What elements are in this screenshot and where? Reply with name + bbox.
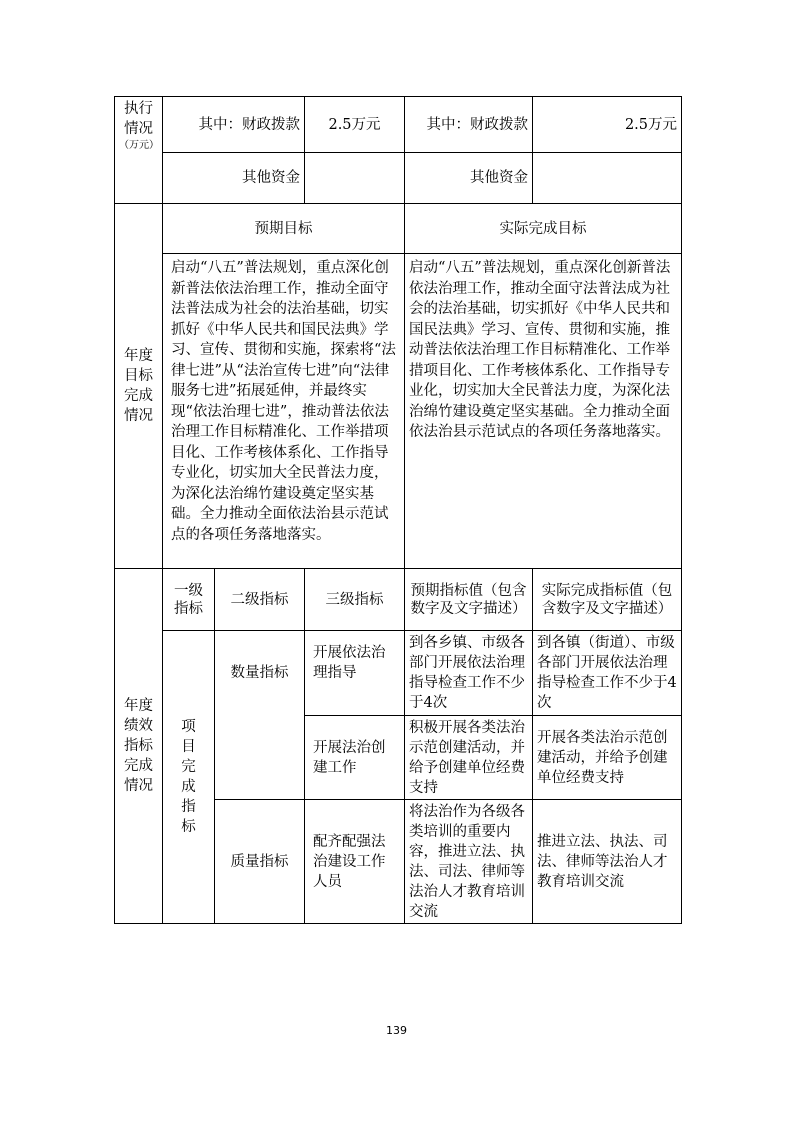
row-3-level3: 配齐配强法治建设工作人员 (305, 800, 405, 924)
level2-header: 二级指标 (215, 569, 305, 631)
row-1-expected: 到各乡镇、市级各部门开展依法治理指导检查工作不少于4次 (405, 631, 533, 716)
row-1-level3: 开展依法治理指导 (305, 631, 405, 716)
actual-goal-header: 实际完成目标 (405, 204, 682, 254)
actual-goal-text: 启动“八五”普法规划，重点深化创新普法依法治理工作，推动全面守法普法成为社会的法治基础，切实抓好《中华人民共和国民法典》学习、宣传、贯彻和实施，推动普法依法治理工作目标精准化、工作举措项目化、工作考核体系化、工作指导专业化，切实加大全民普法力度，为深化法治绵竹建设奠定坚实基础。全力推动全面依法治县示范试点的各项任务落地落实。 (405, 254, 682, 569)
row-2-level3: 开展法治创建工作 (305, 716, 405, 800)
page-number: 139 (386, 1024, 407, 1037)
actual-value-header: 实际完成指标值（包含数字及文字描述） (533, 569, 682, 631)
other-funds-label-actual: 其他资金 (405, 153, 533, 204)
fiscal-label-plan: 其中：财政拨款 (163, 97, 305, 153)
other-funds-value-actual (533, 153, 682, 204)
goals-label: 年度目标完成情况 (115, 204, 163, 569)
level1-value: 项目完成指标 (163, 631, 215, 924)
level3-header: 三级指标 (305, 569, 405, 631)
expected-value-header: 预期指标值（包含数字及文字描述） (405, 569, 533, 631)
exec-unit: （万元） (119, 140, 159, 151)
exec-label: 执行情况 (124, 101, 153, 137)
fiscal-label-actual: 其中：财政拨款 (405, 97, 533, 153)
expected-goal-text: 启动“八五”普法规划，重点深化创新普法依法治理工作，推动全面守法普法成为社会的法治基础，切实抓好《中华人民共和国民法典》学习、宣传、贯彻和实施，探索将“法律七进”从“法治宣传七进”向“法律服务七进”拓展延伸，并最终实现“依法治理七进”，推动普法依法治理工作目标精准化、工作举措项目化、工作考核体系化、工作指导专业化，切实加大全民普法力度，为深化法治绵竹建设奠定坚实基础。全力推动全面依法治县示范试点的各项任务落地落实。 (163, 254, 405, 569)
row-2-expected: 积极开展各类法治示范创建活动，并给予创建单位经费支持 (405, 716, 533, 800)
quality-indicator-label: 质量指标 (215, 800, 305, 924)
other-funds-value-plan (305, 153, 405, 204)
fiscal-value-plan: 2.5万元 (305, 97, 405, 153)
other-funds-label-plan: 其他资金 (163, 153, 305, 204)
quantity-indicator-label: 数量指标 (215, 631, 305, 800)
row-2-actual: 开展各类法治示范创建活动，并给予创建单位经费支持 (533, 716, 682, 800)
row-3-actual: 推进立法、执法、司法、律师等法治人才教育培训交流 (533, 800, 682, 924)
performance-table (114, 96, 682, 924)
row-1-actual: 到各镇（街道）、市级各部门开展依法治理指导检查工作不少于4次 (533, 631, 682, 716)
row-3-expected: 将法治作为各级各类培训的重要内容，推进立法、执法、司法、律师等法治人才教育培训交流 (405, 800, 533, 924)
level1-header: 一级指标 (163, 569, 215, 631)
expected-goal-header: 预期目标 (163, 204, 405, 254)
fiscal-value-actual: 2.5万元 (533, 97, 682, 153)
exec-label-cell (115, 97, 163, 204)
perf-label: 年度绩效指标完成情况 (115, 569, 163, 924)
